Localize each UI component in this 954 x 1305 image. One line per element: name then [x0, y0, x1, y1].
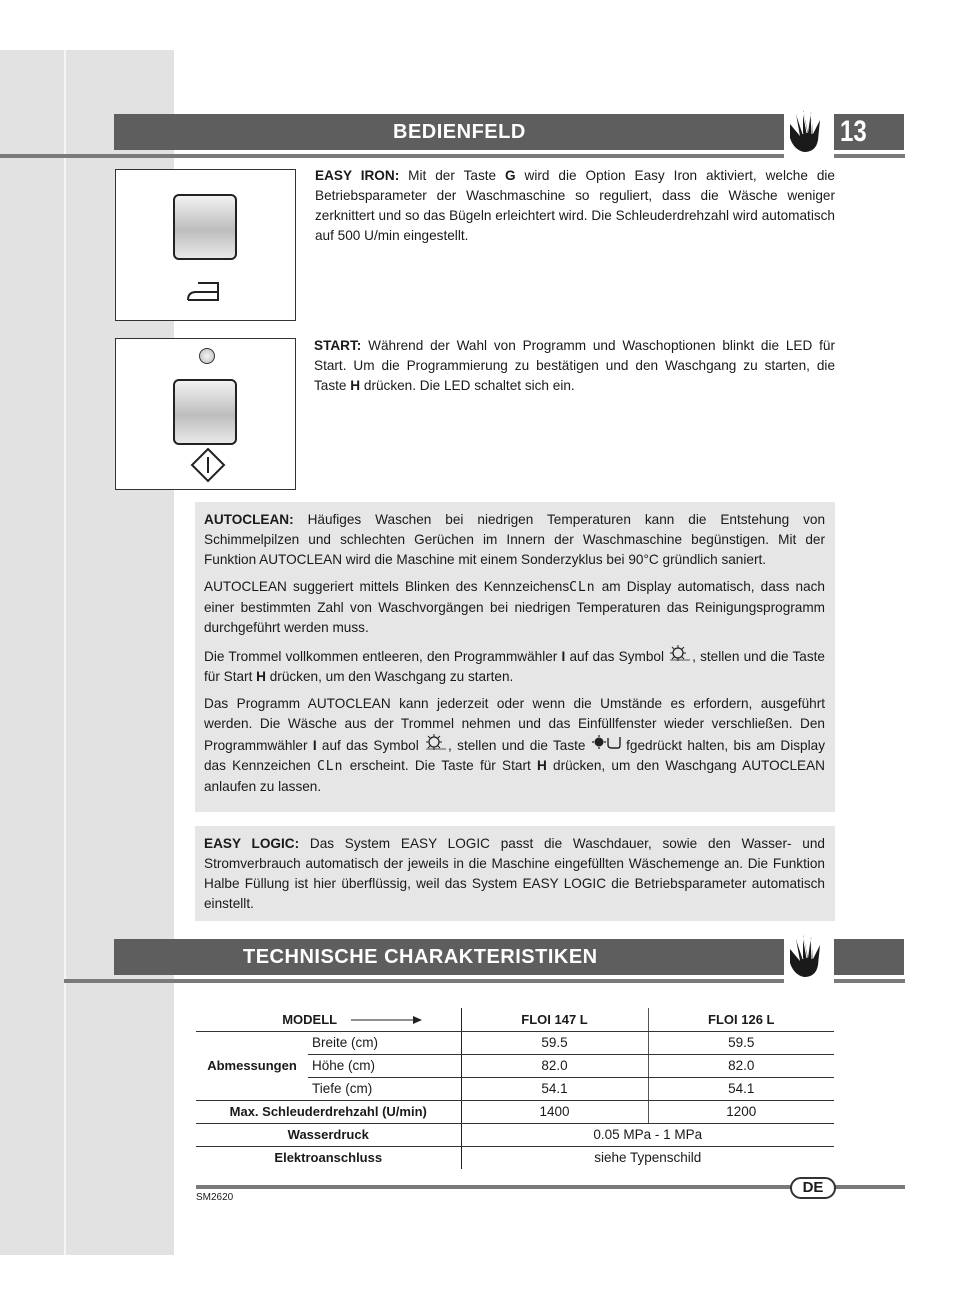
- model-col-1: FLOI 147 L: [461, 1008, 648, 1031]
- autoclean-para-4: Das Programm AUTOCLEAN kann jederzeit oder wenn die Umstände es erfordern, ausgeführt werden. Die Wäsche aus der Trommel nehmen und das Einfüllfenster wieder verschließen. Den Programmwähler I auf das Symbol , stellen und die Taste fgedrückt halten, bis am Display das Kennzeichen CLn erscheint. Die Taste für Start H drücken, um den Waschgang AUTOCLEAN anlaufen zu lassen.: [204, 696, 825, 794]
- hand-icon: [784, 104, 834, 158]
- cln-display-code: CLn: [316, 759, 344, 774]
- spin-label: Max. Schleuderdrehzahl (U/min): [196, 1100, 461, 1123]
- start-text: START: Während der Wahl von Programm und Waschoptionen blinkt die LED für Start. Um die Programmierung zu bestätigen und den Waschgang zu starten, die Taste H drücken. Die LED schaltet sich ein.: [314, 338, 835, 393]
- section-title: BEDIENFELD: [393, 121, 526, 143]
- easy-iron-text: EASY IRON: Mit der Taste G wird die Option Easy Iron aktiviert, welche die Betriebsparameter der Waschmaschine so reguliert, dass die Wäsche weniger zerknittert und so das Bügeln erleichtert wird. Die Schleuderdrehzahl wird automatisch auf 500 U/min eingestellt.: [315, 168, 835, 243]
- autoclean-symbol-icon: [424, 734, 448, 750]
- cell-value: 54.1: [461, 1077, 648, 1100]
- easy-logic-box: [195, 826, 835, 921]
- cell-value: 54.1: [648, 1077, 834, 1100]
- table-row: [196, 1100, 834, 1123]
- cln-display-code: CLn: [569, 580, 596, 595]
- cell-value: 82.0: [648, 1054, 834, 1077]
- autoclean-para-2: AUTOCLEAN suggeriert mittels Blinken des KennzeichensCLn am Display automatisch, dass nach einer bestimmten Zahl von Waschvorgängen bei niedrigen Temperaturen das Reinigungsprogramm durchgeführt werden muss.: [204, 579, 825, 635]
- autoclean-para-3: Die Trommel vollkommen entleeren, den Programmwähler I auf das Symbol , stellen und die Taste für Start H drücken, um den Waschgang zu starten.: [204, 645, 825, 687]
- page-number: 13: [840, 115, 867, 148]
- margin-divider: [64, 50, 66, 1255]
- start-button[interactable]: [173, 379, 237, 445]
- start-panel: [115, 338, 296, 490]
- cell-value: 1400: [461, 1100, 648, 1123]
- electrical-label: Elektroanschluss: [274, 1150, 383, 1166]
- table-row: [196, 1123, 834, 1146]
- arrow-right-icon: [351, 1015, 423, 1025]
- easy-iron-button[interactable]: [173, 194, 237, 260]
- hand-icon: [784, 929, 834, 983]
- dimensions-label: Abmessungen: [196, 1031, 308, 1100]
- cell-value: 1200: [648, 1100, 834, 1123]
- model-col-2: FLOI 126 L: [648, 1008, 834, 1031]
- start-led: [199, 348, 215, 364]
- easy-logic-text: EASY LOGIC: Das System EASY LOGIC passt die Waschdauer, sowie den Wasser- und Stromverbrauch automatisch der jeweils in die Maschine eingefüllten Wäschemenge an. Die Funktion Halbe Füllung ist hier überflüssig, weil das System EASY LOGIC die Betriebsparameter automatisch einstellt.: [204, 836, 825, 911]
- document-code: SM2620: [196, 1192, 234, 1203]
- table-row: [196, 1146, 834, 1169]
- spec-table: [196, 1008, 834, 1169]
- row-label: Höhe (cm): [308, 1054, 461, 1077]
- section-rule: [0, 154, 905, 158]
- autoclean-box: [195, 502, 835, 812]
- autoclean-symbol-icon: [668, 645, 692, 661]
- autoclean-key-icon: [591, 734, 621, 750]
- row-label: Tiefe (cm): [308, 1077, 461, 1100]
- cell-value: 59.5: [648, 1031, 834, 1054]
- section-title: TECHNISCHE CHARAKTERISTIKEN: [243, 946, 598, 968]
- table-row: [196, 1031, 834, 1054]
- row-label: Breite (cm): [308, 1031, 461, 1054]
- water-pressure-value: 0.05 MPa - 1 MPa: [461, 1123, 834, 1146]
- language-badge: DE: [790, 1177, 836, 1199]
- cell-value: 59.5: [461, 1031, 648, 1054]
- cell-value: 82.0: [461, 1054, 648, 1077]
- section-rule: [64, 979, 905, 983]
- easy-iron-panel: [115, 169, 296, 321]
- electrical-value: siehe Typenschild: [461, 1146, 834, 1169]
- iron-icon: [184, 280, 224, 304]
- model-header: MODELL: [196, 1008, 461, 1031]
- table-row: [196, 1008, 834, 1031]
- autoclean-para-1: AUTOCLEAN: Häufiges Waschen bei niedrigen Temperaturen kann die Entstehung von Schimmelpilzen und schlechten Gerüchen im Innern der Waschmaschine begünstigen. Mit der Funktion AUTOCLEAN wird die Maschine mit einem Sonderzyklus bei 90°C gründlich saniert.: [204, 512, 825, 567]
- start-icon: [190, 447, 226, 483]
- water-pressure-label: Wasserdruck: [196, 1123, 461, 1146]
